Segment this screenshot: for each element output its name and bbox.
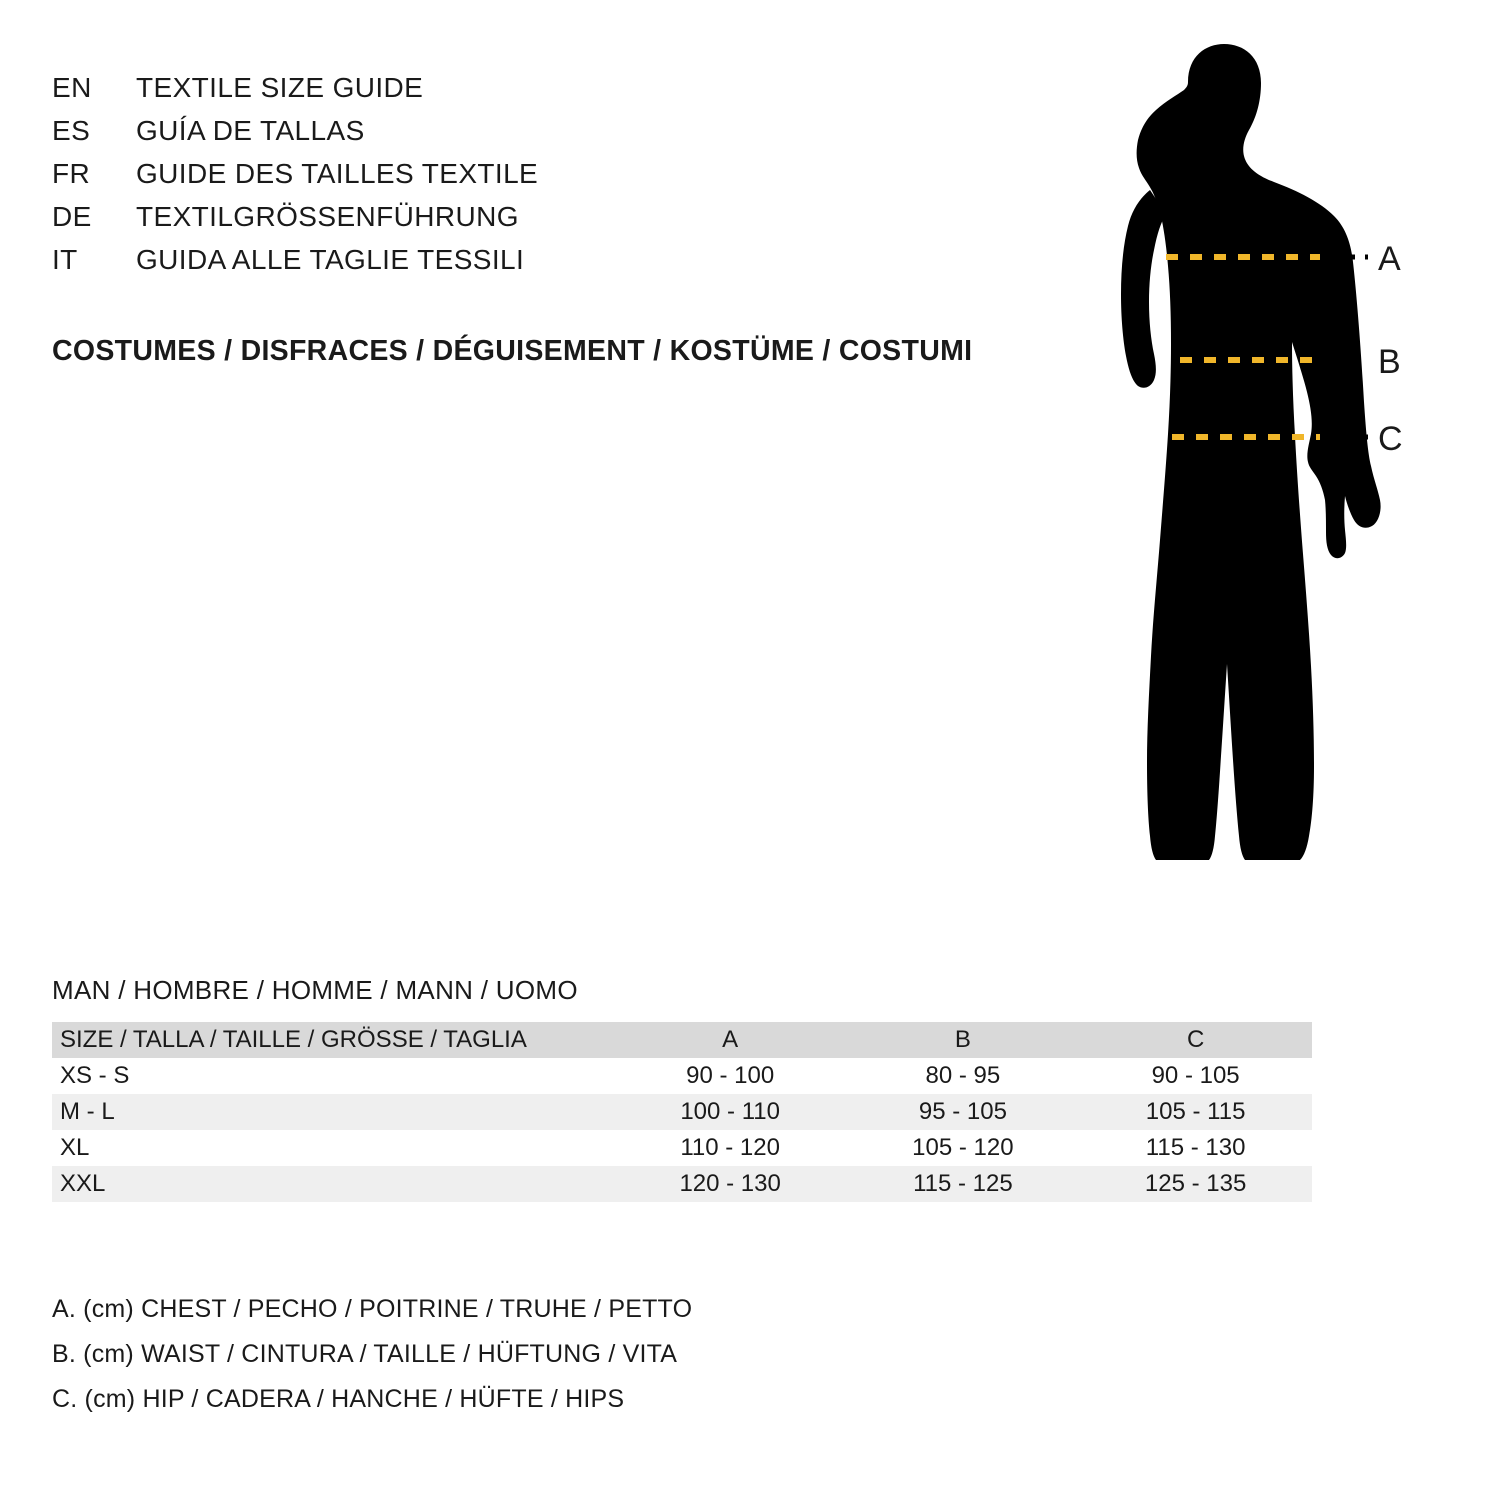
language-code-fr: FR [52,158,91,189]
language-row-it [52,244,1052,287]
table-header-a: A [722,1026,739,1053]
table-row [52,1130,1312,1166]
language-code-de: DE [52,201,92,232]
legend-row-c: C. (cm) HIP / CADERA / HANCHE / HÜFTE / HIPS [52,1385,625,1413]
language-list [52,72,1052,287]
cell-size: XL [60,1134,90,1161]
table-header-size: SIZE / TALLA / TAILLE / GRÖSSE / TAGLIA [60,1026,527,1053]
cell-a: 90 - 100 [686,1062,775,1089]
cell-b: 115 - 125 [913,1170,1013,1197]
language-row-es [52,115,1052,158]
cell-c: 105 - 115 [1145,1098,1246,1125]
cell-b: 95 - 105 [918,1098,1007,1125]
language-text-es: GUÍA DE TALLAS [136,115,365,146]
table-header-c: C [1186,1026,1205,1053]
language-text-it: GUIDA ALLE TAGLIE TESSILI [136,244,525,275]
cell-a: 110 - 120 [680,1134,780,1161]
size-table-section [52,975,1362,1202]
table-header-b: B [954,1026,971,1053]
cell-b: 105 - 120 [912,1134,1014,1161]
cell-size: XXL [60,1170,106,1197]
cell-c: 115 - 130 [1145,1134,1246,1161]
label-c: C [1378,420,1403,458]
size-table [52,1022,1312,1202]
language-text-de: TEXTILGRÖSSENFÜHRUNG [136,201,519,232]
language-row-fr [52,158,1052,201]
language-row-de [52,201,1052,244]
language-row-en [52,72,1052,115]
male-body-silhouette [1121,44,1381,860]
costumes-subtitle: COSTUMES / DISFRACES / DÉGUISEMENT / KOSTÜME / COSTUMI [52,335,973,367]
cell-a: 100 - 110 [680,1098,780,1125]
language-text-en: TEXTILE SIZE GUIDE [136,72,424,103]
language-text-fr: GUIDE DES TAILLES TEXTILE [136,158,539,189]
table-header-row [52,1022,1312,1058]
measurement-legend [52,1295,1252,1430]
table-row [52,1166,1312,1202]
cell-b: 80 - 95 [925,1062,1001,1089]
table-caption: MAN / HOMBRE / HOMME / MANN / UOMO [52,975,578,1005]
legend-row-b: B. (cm) WAIST / CINTURA / TAILLE / HÜFTUNG / VITA [52,1340,678,1368]
cell-c: 90 - 105 [1151,1062,1240,1089]
language-code-it: IT [52,244,78,275]
cell-size: XS - S [60,1062,130,1089]
cell-c: 125 - 135 [1144,1170,1247,1197]
table-row [52,1058,1312,1094]
cell-size: M - L [60,1098,115,1125]
language-code-es: ES [52,115,91,146]
label-b: B [1378,343,1401,381]
figure-illustration [1020,30,1440,930]
cell-a: 120 - 130 [679,1170,781,1197]
label-a: A [1378,240,1401,278]
table-row [52,1094,1312,1130]
language-code-en: EN [52,72,92,103]
legend-row-a: A. (cm) CHEST / PECHO / POITRINE / TRUHE / PETTO [52,1295,693,1323]
